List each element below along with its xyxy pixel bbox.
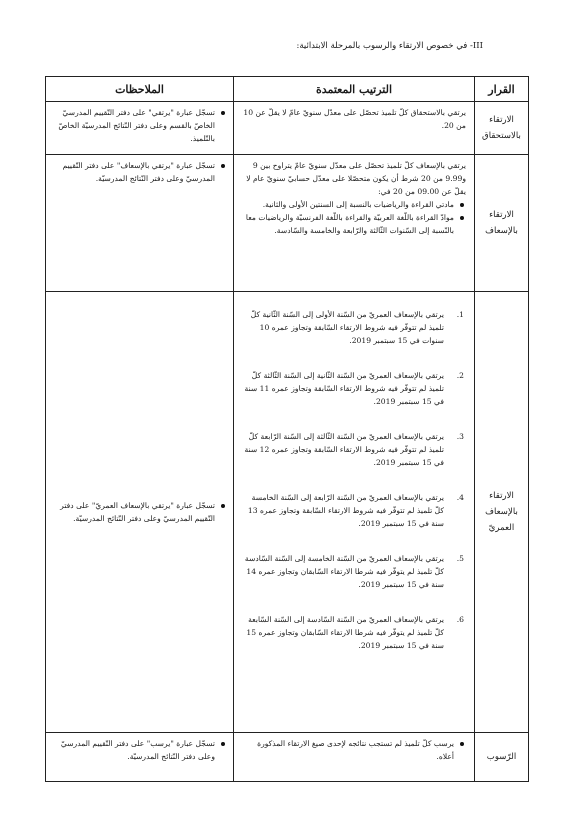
item-text: يرتقي بالإسعاف العمريّ من السّنة السّادسة إلى السّنة السّابعة كلّ تلميذ لم يتوفّر فيه شرطا الارتقاء السّابقان وتجاوز عمره 15 سنة في 15 سبتمبر 2019. xyxy=(246,615,444,650)
numbered-list xyxy=(240,308,466,652)
item-text: يرتقي بالإسعاف العمريّ من السّنة الأولى إلى السّنة الثّانية كلّ تلميذ لم تتوفّر فيه شروط الارتقاء السّابقة وتجاوز عمره 10 سنوات في 15 سبتمبر 2019. xyxy=(250,310,444,345)
arrangement-text: يرتقي بالاستحقاق كلّ تلميذ تحصّل على معدّل سنويّ عامّ لا يقلّ عن 10 من 20. xyxy=(243,108,466,130)
note-cell xyxy=(46,102,234,155)
list-item xyxy=(240,308,466,347)
arrangement-text: يرتقي بالإسعاف كلّ تلميذ تحصّل على معدّل سنويّ عامّ يتراوح بين 9 و9.99 من 20 شرط أن يكون متحصّلا على معدّل حسابيّ سنويّ عام لا يقلّ عن 09.00 من 20 في: xyxy=(246,161,466,196)
item-number: 5. xyxy=(456,554,464,563)
note-cell xyxy=(46,292,234,733)
condition-bullet: موادّ القراءة باللّغة العربيّة والقراءة باللّغة الفرنسيّة والرياضيات معا بالنّسبة إلى السّنوات الثّالثة والرّابعة والخامسة والسّادسة. xyxy=(240,211,454,237)
table-row xyxy=(46,292,529,733)
condition-bullet: يرسب كلّ تلميذ لم تستجب نتائجه لإحدى صيغ الارتقاء المذكورة أعلاه. xyxy=(240,737,454,763)
item-text: يرتقي بالإسعاف العمريّ من السّنة الخامسة إلى السّنة السّادسة كلّ تلميذ لم يتوفّر فيه شرطا الارتقاء السّابقان وتجاوز عمره 14 سنة في 15 سبتمبر 2019. xyxy=(244,554,444,589)
table-row xyxy=(46,102,529,155)
list-item xyxy=(240,613,466,652)
header-decision: القرار xyxy=(475,77,529,102)
item-number: 3. xyxy=(456,432,464,441)
decision-cell: الارتقاء بالاستحقاق xyxy=(475,102,529,155)
decision-cell: الارتقاء بالإسعاف xyxy=(475,155,529,292)
item-text: يرتقي بالإسعاف العمريّ من السّنة الثّانية إلى السّنة الثّالثة كلّ تلميذ لم تتوفّر فيه شروط الارتقاء السّابقة وتجاوز عمره 11 سنة في 15 سبتمبر 2019. xyxy=(244,371,444,406)
header-notes: الملاحظات xyxy=(46,77,234,102)
table-header-row xyxy=(46,77,529,102)
arrangement-cell xyxy=(234,733,475,782)
note-text: تسجّل عبارة "يرتقي بالإسعاف" على دفتر التّقييم المدرسيّ وعلى دفتر النّتائج المدرسيّة. xyxy=(52,159,215,185)
promotion-table xyxy=(45,76,529,782)
note-text: تسجّل عبارة "يرسب" على دفتر التّقييم المدرسيّ وعلى دفتر النّتائج المدرسيّة. xyxy=(52,737,215,763)
arrangement-cell xyxy=(234,155,475,292)
note-cell xyxy=(46,155,234,292)
note-text: تسجّل عبارة "يرتقي" على دفتر التّقييم المدرسيّ الخاصّ بالقسم وعلى دفتر النّتائج المدرسيّة الخاصّ بالتّلميذ. xyxy=(52,106,215,145)
item-number: 1. xyxy=(456,310,464,319)
item-text: يرتقي بالإسعاف العمريّ من السّنة الثّالثة إلى السّنة الرّابعة كلّ تلميذ لم تتوفّر فيه شروط الارتقاء السّابقة وتجاوز عمره 12 سنة في 15 سبتمبر 2019. xyxy=(244,432,444,467)
condition-bullet: مادتي القراءة والرياضيات بالنسبة إلى السنتين الأولى والثانية. xyxy=(240,198,454,211)
section-heading: III- في خصوص الارتقاء والرسوب بالمرحلة الابتدائية: xyxy=(296,41,483,51)
table-row xyxy=(46,733,529,782)
note-cell xyxy=(46,733,234,782)
decision-cell: الارتقاء بالإسعاف العمريّ xyxy=(475,292,529,733)
item-text: يرتقي بالإسعاف العمريّ من السّنة الرّابعة إلى السّنة الخامسة كلّ تلميذ لم تتوفّر فيه شروط الارتقاء السّابقة وتجاوز عمره 13 سنة في 15 سبتمبر 2019. xyxy=(247,493,444,528)
table-row xyxy=(46,155,529,292)
note-text: تسجّل عبارة "يرتقي بالإسعاف العمريّ" على دفتر التّقييم المدرسيّ وعلى دفتر النّتائج المدرسيّة. xyxy=(52,499,215,525)
list-item xyxy=(240,491,466,530)
arrangement-cell xyxy=(234,292,475,733)
item-number: 2. xyxy=(456,371,464,380)
arrangement-cell xyxy=(234,102,475,155)
list-item xyxy=(240,552,466,591)
list-item xyxy=(240,369,466,408)
item-number: 4. xyxy=(456,493,464,502)
item-number: 6. xyxy=(456,615,464,624)
decision-cell: الرّسوب xyxy=(475,733,529,782)
list-item xyxy=(240,430,466,469)
header-arrangements: الترتيب المعتمدة xyxy=(234,77,475,102)
